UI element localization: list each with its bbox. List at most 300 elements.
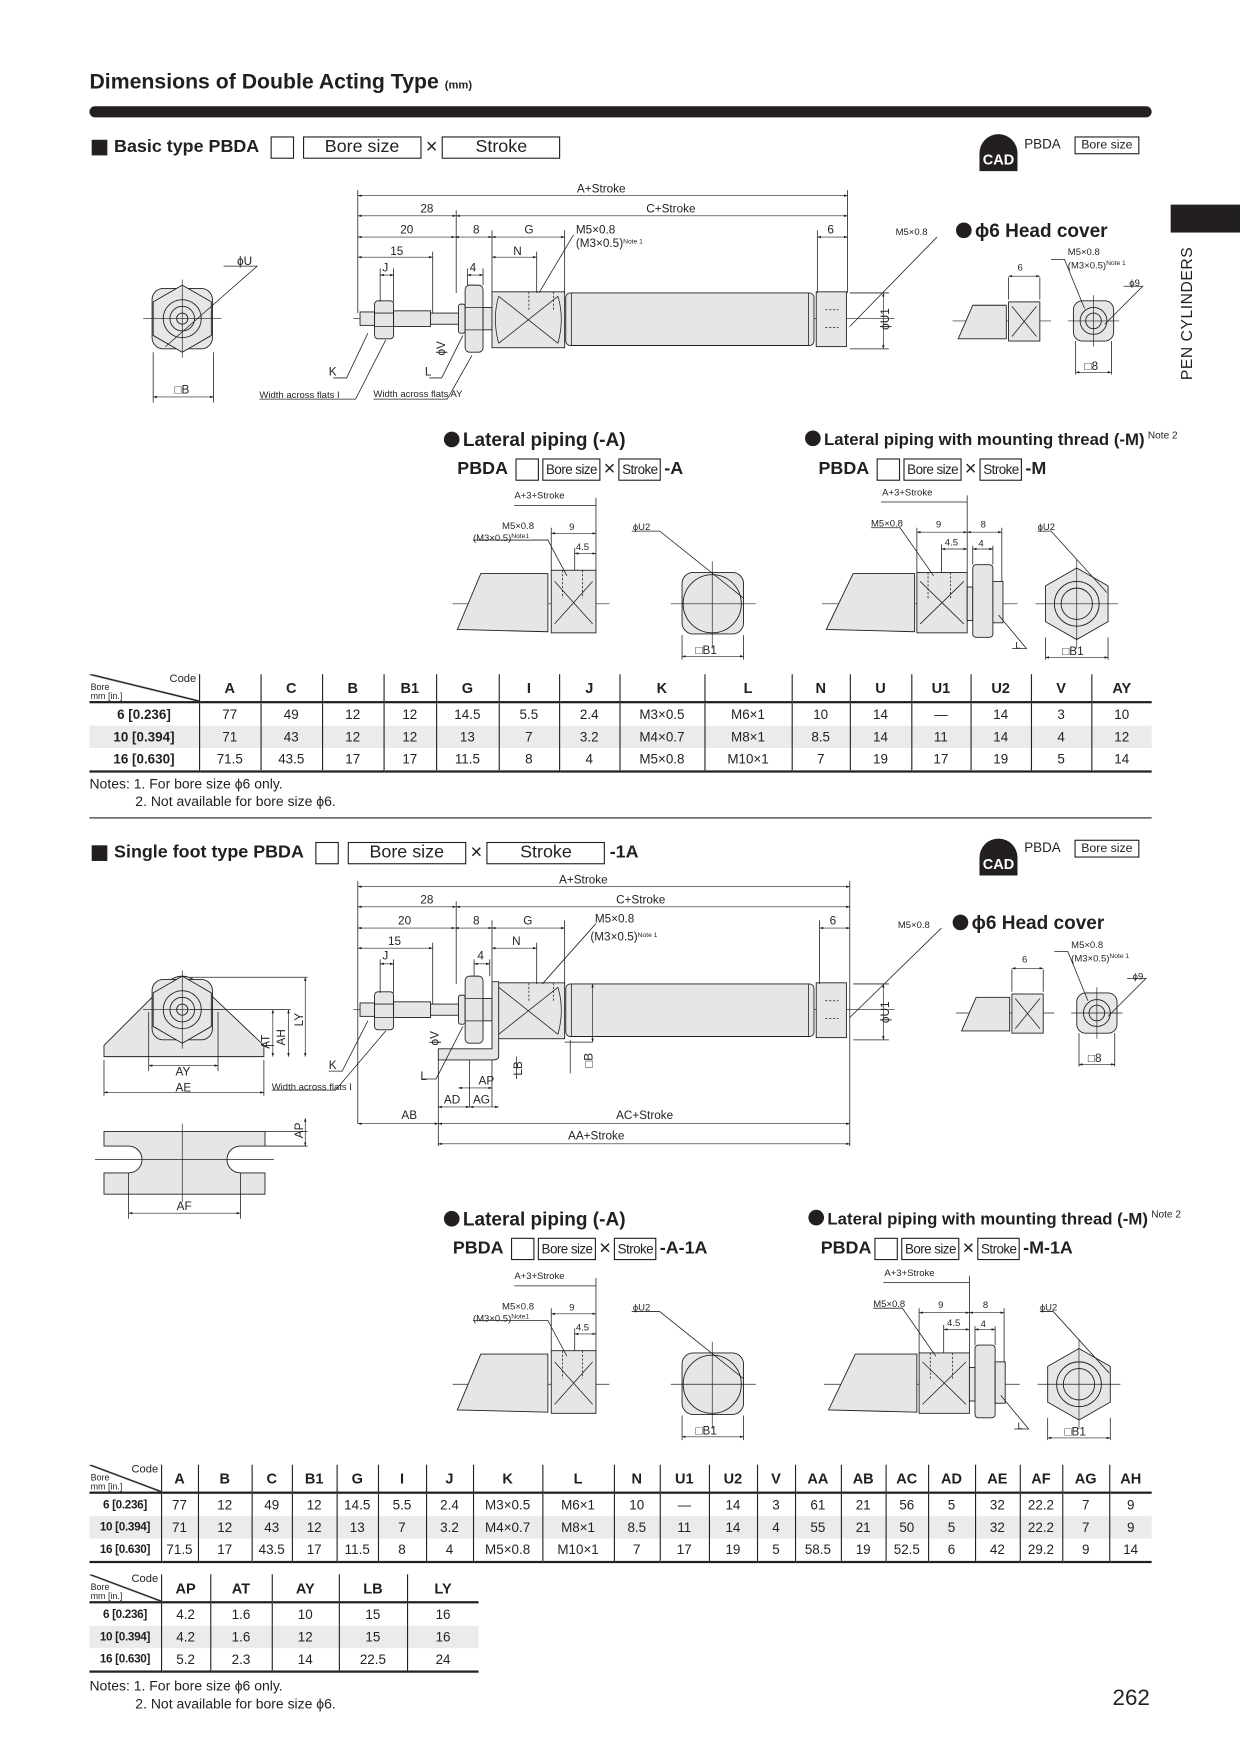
column-header: B1	[292, 1465, 337, 1493]
column-header: V	[757, 1465, 795, 1493]
bore-size-box: Bore size	[543, 458, 601, 480]
column-header: L	[542, 1465, 614, 1493]
dim-l: L	[420, 1070, 427, 1084]
end-port-size: M5×0.8	[895, 226, 928, 238]
width-across-flats-i: Width across flats I	[271, 1082, 352, 1094]
value-cell: M8×1	[542, 1516, 614, 1538]
value-cell: 1.6	[210, 1626, 271, 1648]
port-alt-text: (M3×0.5)	[472, 1313, 512, 1325]
dim-4: 4	[477, 949, 484, 963]
value-cell: 43.5	[252, 1539, 292, 1562]
dim-b1: □B1	[695, 1424, 717, 1438]
lateral-a-title: Lateral piping (-A)	[462, 1208, 626, 1230]
value-cell: M10×1	[704, 748, 791, 771]
value-cell: 4	[559, 748, 619, 771]
value-cell: 8.5	[792, 726, 850, 748]
dim-u2: ϕU2	[632, 521, 651, 533]
port-size: M5×0.8	[1067, 246, 1100, 258]
value-cell: 11	[911, 726, 970, 748]
value-cell: 13	[436, 726, 499, 748]
dim-k: K	[328, 1058, 337, 1072]
value-cell: —	[660, 1493, 709, 1516]
value-cell: M5×0.8	[619, 748, 704, 771]
value-cell: 5.5	[378, 1493, 426, 1516]
head-cover-title: ϕ6 Head cover	[971, 912, 1105, 934]
value-cell: 71.5	[161, 1539, 198, 1562]
value-cell: 5	[757, 1539, 795, 1562]
note-ref: Note1	[511, 532, 530, 540]
value-cell: 22.2	[1020, 1493, 1062, 1516]
heading-text: Basic type PBDA	[114, 136, 260, 156]
dim-a3-stroke: A+3+Stroke	[882, 487, 933, 499]
value-cell: 9	[1109, 1516, 1151, 1538]
bore-size-cell: 10 [0.394]	[89, 1516, 161, 1538]
value-cell: 22.5	[339, 1648, 407, 1671]
column-header: AE	[975, 1465, 1020, 1493]
value-cell: 43.5	[261, 748, 322, 771]
value-cell: 2.4	[559, 702, 619, 725]
note-ref: Note 1	[623, 238, 643, 246]
heading-text: Single foot type PBDA	[114, 842, 304, 862]
port-alt-text: (M3×0.5)	[575, 237, 624, 251]
value-cell: 77	[161, 1493, 198, 1516]
value-cell: 43	[252, 1516, 292, 1538]
note-ref: Note 1	[637, 931, 658, 939]
value-cell: 12	[322, 726, 383, 748]
dim-u1: ϕU1	[878, 1001, 892, 1024]
dim-af: AF	[176, 1199, 192, 1213]
column-header: A	[161, 1465, 198, 1493]
column-header: V	[1031, 674, 1091, 702]
code-label: Code	[169, 673, 197, 686]
value-cell: 5	[928, 1493, 975, 1516]
dim-ac-stroke: AC+Stroke	[616, 1109, 674, 1123]
value-cell: 49	[261, 702, 322, 725]
dim-n: N	[513, 244, 522, 258]
bore-size-cell: 16 [0.630]	[89, 1648, 161, 1671]
lateral-m-title: Lateral piping with mounting thread (-M)	[824, 430, 1145, 450]
column-header: B	[322, 674, 383, 702]
title-text: Dimensions of Double Acting Type	[89, 70, 439, 94]
column-header: LY	[407, 1574, 479, 1602]
dim-b: □B	[174, 383, 190, 397]
value-cell: 7	[1062, 1516, 1109, 1538]
lateral-a-view	[453, 1342, 756, 1429]
port-size-alt	[473, 1313, 529, 1324]
dim-aa-stroke: AA+Stroke	[568, 1129, 625, 1143]
column-header: K	[619, 674, 704, 702]
note-ref: Note 1	[1109, 953, 1130, 961]
dim-phi9: ϕ9	[1132, 971, 1144, 983]
dim-b1: □B1	[1062, 645, 1084, 659]
dim-b1: □B1	[1064, 1425, 1086, 1439]
column-header: N	[792, 674, 850, 702]
value-cell: 7	[1062, 1493, 1109, 1516]
value-cell: 17	[292, 1539, 337, 1562]
column-header: U2	[971, 674, 1031, 702]
port-alt-text: (M3×0.5)	[1067, 260, 1107, 272]
unit-label: (mm)	[444, 79, 473, 92]
value-cell: 71	[161, 1516, 198, 1538]
value-cell: 4	[1031, 726, 1091, 748]
code-label: Code	[131, 1463, 159, 1476]
value-cell: 10	[792, 702, 850, 725]
dim-a-stroke: A+Stroke	[576, 182, 626, 196]
value-cell: 11.5	[436, 748, 499, 771]
cad-download-icon[interactable]: CAD	[979, 134, 1017, 171]
column-header: I	[499, 674, 559, 702]
value-cell: 3.2	[559, 726, 619, 748]
lateral-m-title: Lateral piping with mounting thread (-M)	[827, 1209, 1148, 1229]
dim-ae: AE	[175, 1081, 192, 1095]
value-cell: 9	[1062, 1539, 1109, 1562]
value-cell: 61	[795, 1493, 841, 1516]
value-cell: 9	[1109, 1493, 1151, 1516]
dim-20: 20	[398, 914, 412, 928]
value-cell: 7	[378, 1516, 426, 1538]
dim-9: 9	[569, 521, 575, 533]
value-cell: 14	[709, 1493, 757, 1516]
value-cell: 14	[850, 702, 911, 725]
dim-4: 4	[978, 538, 984, 550]
dim-j: J	[382, 949, 389, 963]
model: PBDA	[457, 458, 509, 478]
value-cell: 19	[709, 1539, 757, 1562]
value-cell: 4.2	[161, 1626, 210, 1648]
bore-label: Bore mm [in.]	[90, 1582, 123, 1602]
column-header: AD	[928, 1465, 975, 1493]
dim-6: 6	[1021, 954, 1028, 966]
value-cell: 6	[928, 1539, 975, 1562]
foot-end-view	[95, 971, 307, 1219]
column-header: C	[261, 674, 322, 702]
value-cell: 4.2	[161, 1602, 210, 1625]
bore-size-box: Bore size	[347, 841, 466, 863]
note-ref: Note 2	[1151, 1208, 1181, 1220]
dim-9: 9	[938, 1300, 944, 1312]
suffix: -M-1A	[1023, 1238, 1073, 1258]
cad-download-icon[interactable]: CAD	[979, 839, 1017, 876]
column-header: AY	[1091, 674, 1151, 702]
dim-9: 9	[935, 519, 942, 531]
value-cell: 14	[850, 726, 911, 748]
value-cell: 14	[971, 726, 1031, 748]
dim-28: 28	[420, 893, 434, 907]
value-cell: 8.5	[614, 1516, 660, 1538]
note-ref: Note 2	[1147, 429, 1178, 441]
times-sign: ×	[470, 840, 483, 864]
value-cell: 7	[614, 1539, 660, 1562]
dim-a3-stroke: A+3+Stroke	[514, 490, 565, 502]
dim-4: 4	[469, 261, 477, 275]
column-header: AC	[886, 1465, 928, 1493]
dim-u1: ϕU1	[878, 308, 892, 330]
value-cell: 43	[261, 726, 322, 748]
suffix: -1A	[609, 842, 639, 862]
cad-bore-size-box[interactable]: Bore size	[1075, 840, 1140, 858]
value-cell: M10×1	[542, 1539, 614, 1562]
value-cell: M5×0.8	[473, 1539, 542, 1562]
column-header: LB	[339, 1574, 407, 1602]
value-cell: 52.5	[886, 1539, 928, 1562]
cad-model-label: PBDA	[1024, 136, 1061, 153]
port-size: M5×0.8	[1071, 940, 1104, 952]
dim-l: L	[424, 365, 432, 379]
value-cell: 17	[198, 1539, 252, 1562]
dim-ay: AY	[175, 1065, 191, 1079]
value-cell: 5	[1031, 748, 1091, 771]
dim-b8: □8	[1087, 1052, 1102, 1066]
value-cell: 16	[407, 1626, 479, 1648]
dim-6: 6	[1017, 262, 1023, 274]
value-cell: 21	[841, 1493, 886, 1516]
value-cell: 14	[272, 1648, 339, 1671]
value-cell: M3×0.5	[619, 702, 704, 725]
port-size: M5×0.8	[575, 223, 616, 237]
value-cell: 10	[1091, 702, 1151, 725]
value-cell: 14.5	[337, 1493, 378, 1516]
dim-c-stroke: C+Stroke	[646, 202, 696, 216]
value-cell: 13	[337, 1516, 378, 1538]
dim-k: K	[328, 365, 337, 379]
dim-8: 8	[472, 223, 480, 237]
column-header: B	[198, 1465, 252, 1493]
dim-at: AT	[259, 1034, 273, 1049]
rod-end-view	[143, 280, 221, 358]
value-cell: 2.4	[426, 1493, 473, 1516]
stroke-box: Stroke	[978, 1237, 1020, 1259]
value-cell: 3.2	[426, 1516, 473, 1538]
value-cell: 14	[709, 1516, 757, 1538]
bore-size-cell: 16 [0.630]	[89, 748, 199, 771]
port-alt-text: (M3×0.5)	[1071, 953, 1110, 965]
value-cell: 77	[199, 702, 260, 725]
dim-a3-stroke: A+3+Stroke	[514, 1271, 565, 1283]
value-cell: 50	[886, 1516, 928, 1538]
note-2: 2. Not available for bore size ϕ6.	[135, 1696, 336, 1712]
value-cell: 17	[384, 748, 437, 771]
value-cell: 12	[1091, 726, 1151, 748]
column-header: U1	[660, 1465, 709, 1493]
dim-8: 8	[980, 519, 986, 531]
value-cell: 14	[971, 702, 1031, 725]
dim-8: 8	[472, 914, 480, 928]
stroke-box: Stroke	[442, 136, 561, 158]
port-alt-text: (M3×0.5)	[590, 930, 638, 944]
column-header: L	[704, 674, 791, 702]
note-ref: Note1	[511, 1313, 530, 1321]
dim-6: 6	[827, 223, 834, 237]
value-cell: 14.5	[436, 702, 499, 725]
value-cell: 12	[272, 1626, 339, 1648]
bore-size-cell: 10 [0.394]	[89, 1626, 161, 1648]
dim-n: N	[512, 934, 521, 948]
dim-l: L	[1015, 640, 1021, 652]
value-cell: 12	[322, 702, 383, 725]
value-cell: 14	[1091, 748, 1151, 771]
head-cover-title: ϕ6 Head cover	[975, 220, 1108, 242]
dim-a-stroke: A+Stroke	[559, 873, 608, 887]
model: PBDA	[820, 1238, 872, 1258]
lateral-a-title: Lateral piping (-A)	[462, 429, 626, 451]
lateral-m-view	[824, 1340, 1120, 1429]
value-cell: 7	[499, 726, 559, 748]
dim-15: 15	[387, 934, 402, 948]
value-cell: M4×0.7	[473, 1516, 542, 1538]
dim-b1: □B1	[695, 644, 717, 658]
note-1: Notes: 1. For bore size ϕ6 only.	[89, 775, 283, 792]
value-cell: 17	[911, 748, 970, 771]
value-cell: 3	[1031, 702, 1091, 725]
port-size-alt	[1071, 953, 1129, 964]
dim-a3-stroke: A+3+Stroke	[884, 1267, 935, 1279]
suffix: -A	[664, 458, 684, 478]
value-cell: —	[911, 702, 970, 725]
column-header: U2	[709, 1465, 757, 1493]
dim-l: L	[1017, 1420, 1023, 1432]
value-cell: 58.5	[795, 1539, 841, 1562]
stroke-box: Stroke	[980, 458, 1022, 480]
value-cell: 19	[841, 1539, 886, 1562]
dim-28: 28	[420, 202, 434, 216]
value-cell: 4	[757, 1516, 795, 1538]
times-sign: ×	[962, 1236, 975, 1260]
value-cell: M4×0.7	[619, 726, 704, 748]
suffix: -A-1A	[659, 1238, 708, 1258]
dim-4-5: 4.5	[947, 1318, 961, 1330]
dim-ah: AH	[275, 1029, 289, 1046]
cad-bore-size-box[interactable]: Bore size	[1075, 136, 1140, 154]
value-cell: 17	[660, 1539, 709, 1562]
column-header: I	[378, 1465, 426, 1493]
column-header: U1	[911, 674, 970, 702]
dim-lb: LB	[512, 1061, 526, 1076]
value-cell: 12	[292, 1516, 337, 1538]
times-sign: ×	[964, 457, 977, 480]
value-cell: 55	[795, 1516, 841, 1538]
column-header: AB	[841, 1465, 886, 1493]
bore-size-cell: 6 [0.236]	[102, 1498, 147, 1512]
bore-size-box: Bore size	[904, 458, 962, 480]
value-cell: 19	[971, 748, 1031, 771]
dim-ag: AG	[472, 1093, 490, 1107]
bore-label: Bore mm [in.]	[90, 682, 123, 702]
times-sign: ×	[599, 1236, 611, 1260]
dim-u2: ϕU2	[1039, 1302, 1058, 1314]
column-header: AP	[161, 1574, 210, 1602]
width-across-flats-ay: Width across flats AY	[373, 388, 463, 400]
dim-4-5: 4.5	[575, 1322, 590, 1334]
column-header: J	[559, 674, 619, 702]
value-cell: 24	[407, 1648, 479, 1671]
value-cell: 7	[792, 748, 850, 771]
value-cell: 15	[339, 1602, 407, 1625]
page-number: 262	[1112, 1686, 1150, 1711]
dim-6: 6	[829, 914, 837, 928]
value-cell: 22.2	[1020, 1516, 1062, 1538]
column-header: G	[436, 674, 499, 702]
end-port-size: M5×0.8	[897, 920, 930, 932]
dim-15: 15	[390, 244, 404, 258]
column-header: J	[426, 1465, 473, 1493]
dim-ap-bottom: AP	[293, 1122, 307, 1139]
bore-size-box: Bore size	[538, 1237, 596, 1259]
dim-9: 9	[569, 1302, 575, 1314]
dim-ap: AP	[478, 1074, 495, 1088]
head-cover-view	[953, 295, 1120, 346]
bore-size-box: Bore size	[902, 1237, 960, 1259]
dim-c-stroke: C+Stroke	[616, 893, 666, 907]
dim-u: ϕU	[237, 254, 253, 268]
cad-model-label: PBDA	[1024, 839, 1061, 856]
dim-b: □B	[582, 1052, 596, 1068]
column-header: U	[850, 674, 911, 702]
suffix: -M	[1025, 458, 1047, 478]
model: PBDA	[818, 458, 870, 478]
port-size-alt	[1068, 260, 1126, 271]
column-header: A	[199, 674, 260, 702]
value-cell: 10	[272, 1602, 339, 1625]
foot-bottom-view	[104, 1132, 265, 1195]
dim-u2: ϕU2	[1037, 521, 1056, 533]
value-cell: 11.5	[337, 1539, 378, 1562]
column-header: C	[252, 1465, 292, 1493]
foot-dimensions	[176, 873, 942, 1212]
column-header: B1	[384, 674, 437, 702]
value-cell: 11	[660, 1516, 709, 1538]
port-size: M5×0.8	[502, 520, 534, 532]
port-size-alt	[590, 930, 657, 943]
dim-g: G	[524, 223, 534, 237]
value-cell: 2.3	[210, 1648, 271, 1671]
value-cell: 49	[252, 1493, 292, 1516]
value-cell: 3	[757, 1493, 795, 1516]
value-cell: 42	[975, 1539, 1020, 1562]
value-cell: M8×1	[704, 726, 791, 748]
value-cell: 8	[499, 748, 559, 771]
model: PBDA	[452, 1238, 504, 1258]
port-size: M5×0.8	[594, 912, 635, 926]
dim-v: ϕV	[435, 341, 449, 356]
value-cell: 71	[199, 726, 260, 748]
value-cell: 14	[1109, 1539, 1151, 1562]
value-cell: 32	[975, 1516, 1020, 1538]
column-header: K	[473, 1465, 542, 1493]
value-cell: 29.2	[1020, 1539, 1062, 1562]
value-cell: M3×0.5	[473, 1493, 542, 1516]
value-cell: 12	[198, 1516, 252, 1538]
column-header: AT	[210, 1574, 271, 1602]
value-cell: 5.2	[161, 1648, 210, 1671]
column-header: AA	[795, 1465, 841, 1493]
bore-label: Bore mm [in.]	[90, 1472, 123, 1492]
stroke-box: Stroke	[487, 841, 606, 863]
value-cell: M6×1	[704, 702, 791, 725]
width-across-flats-i: Width across flats I	[259, 390, 340, 402]
dim-4: 4	[980, 1319, 986, 1331]
dim-u2: ϕU2	[632, 1302, 651, 1314]
note-2: 2. Not available for bore size ϕ6.	[135, 793, 336, 810]
value-cell: 12	[198, 1493, 252, 1516]
value-cell: 8	[378, 1539, 426, 1562]
code-label: Code	[131, 1573, 159, 1586]
value-cell: 5.5	[499, 702, 559, 725]
port-size: M5×0.8	[873, 1299, 906, 1311]
port-size-alt	[576, 237, 643, 250]
value-cell: 19	[850, 748, 911, 771]
value-cell: 12	[292, 1493, 337, 1516]
dim-ly: LY	[293, 1012, 307, 1027]
